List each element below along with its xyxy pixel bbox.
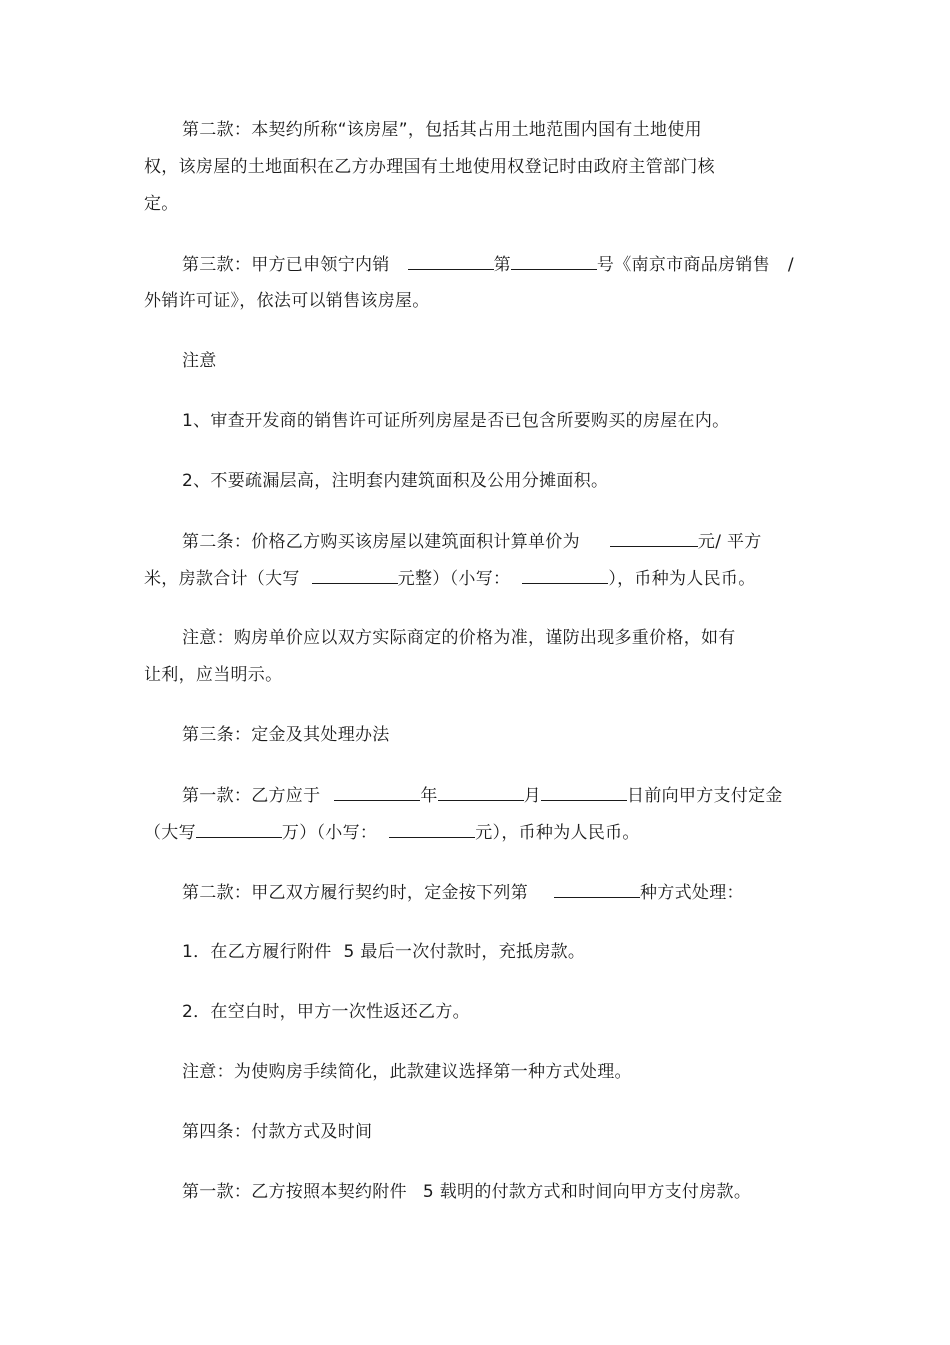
option-2: 2．在空白时，甲方一次性返还乙方。 — [182, 1002, 470, 1022]
deposit-year-blank[interactable] — [334, 784, 420, 801]
deposit-figures-blank[interactable] — [389, 821, 475, 838]
article-2-note-line-1: 注意：购房单价应以双方实际商定的价格为准，谨防出现多重价格，如有 — [182, 628, 736, 648]
clause-3-line-2: 外销许可证》，依法可以销售该房屋。 — [144, 291, 430, 311]
clause-3-text-a: 第三款：甲方已申领宁内销 — [182, 255, 390, 275]
article-2-text-e: ），币种为人民币。 — [608, 569, 756, 589]
article-2-note-line-2: 让利，应当明示。 — [144, 665, 283, 685]
article-4-text-a: 第一款：乙方按照本契约附件 — [182, 1182, 407, 1202]
article-4-clause-1 — [182, 1181, 751, 1203]
clause-2-line-1: 第二款：本契约所称“该房屋”，包括其占用土地范围内国有土地使用 — [182, 120, 702, 140]
article-2-line-1 — [182, 530, 762, 553]
clause-2-text-b: 种方式处理： — [640, 883, 744, 903]
unit-price-blank[interactable] — [610, 530, 698, 547]
deposit-text-f: 万）（小写： — [281, 823, 378, 843]
method-number-blank[interactable] — [554, 881, 640, 898]
article-2-text-b: 元/ 平方 — [697, 532, 762, 552]
deposit-text-b: 年 — [420, 786, 438, 806]
total-price-words-blank[interactable] — [312, 567, 398, 584]
deposit-day-blank[interactable] — [541, 784, 627, 801]
article-2-line-2 — [144, 567, 756, 590]
clause-3-line-1 — [182, 253, 794, 276]
option-1 — [182, 941, 585, 963]
deposit-text-c: 月 — [523, 786, 542, 806]
article-3-note: 注意：为使购房手续简化，此款建议选择第一种方式处理。 — [182, 1062, 632, 1082]
license-number-blank-2[interactable] — [511, 253, 597, 270]
clause-2-text-a: 第二款：甲乙双方履行契约时，定金按下列第 — [182, 883, 528, 903]
note-heading: 注意 — [182, 351, 217, 371]
clause-2-line-3: 定。 — [144, 194, 179, 214]
option-1-text-a: 1．在乙方履行附件 — [182, 942, 332, 962]
clause-3-text-b: 第 — [493, 255, 511, 275]
article-3-clause-2 — [182, 881, 744, 904]
deposit-text-a: 第一款：乙方应于 — [182, 786, 321, 806]
note-item-2: 2、不要疏漏层高，注明套内建筑面积及公用分摊面积。 — [182, 471, 609, 491]
clause-3-text-c: 号《南京市商品房销售 — [596, 255, 770, 275]
article-4-text-b: 5 载明的付款方式和时间向甲方支付房款。 — [422, 1182, 752, 1202]
article-2-text-d: 元整）（小写： — [397, 569, 511, 589]
clause-2-line-2: 权，该房屋的土地面积在乙方办理国有土地使用权登记时由政府主管部门核 — [144, 157, 715, 177]
license-number-blank-1[interactable] — [408, 253, 494, 270]
deposit-text-g: 元），币种为人民币。 — [475, 823, 640, 843]
note-item-1: 1、审查开发商的销售许可证所列房屋是否已包含所要购买的房屋在内。 — [182, 411, 730, 431]
deposit-words-blank[interactable] — [196, 821, 282, 838]
option-1-text-b: 5 最后一次付款时，充抵房款。 — [343, 942, 586, 962]
article-3-clause-1-line-1 — [182, 784, 783, 807]
article-4-title: 第四条：付款方式及时间 — [182, 1122, 373, 1142]
article-2-text-a: 第二条：价格乙方购买该房屋以建筑面积计算单价为 — [182, 532, 580, 552]
article-3-clause-1-line-2 — [144, 821, 640, 844]
article-3-title: 第三条：定金及其处理办法 — [182, 725, 390, 745]
deposit-month-blank[interactable] — [438, 784, 524, 801]
deposit-text-e: （大写 — [144, 823, 196, 843]
total-price-figures-blank[interactable] — [522, 567, 608, 584]
article-2-text-c: 米，房款合计（大写 — [144, 569, 300, 589]
deposit-text-d: 日前向甲方支付定金 — [627, 786, 783, 806]
clause-3-slash: / — [787, 255, 794, 275]
